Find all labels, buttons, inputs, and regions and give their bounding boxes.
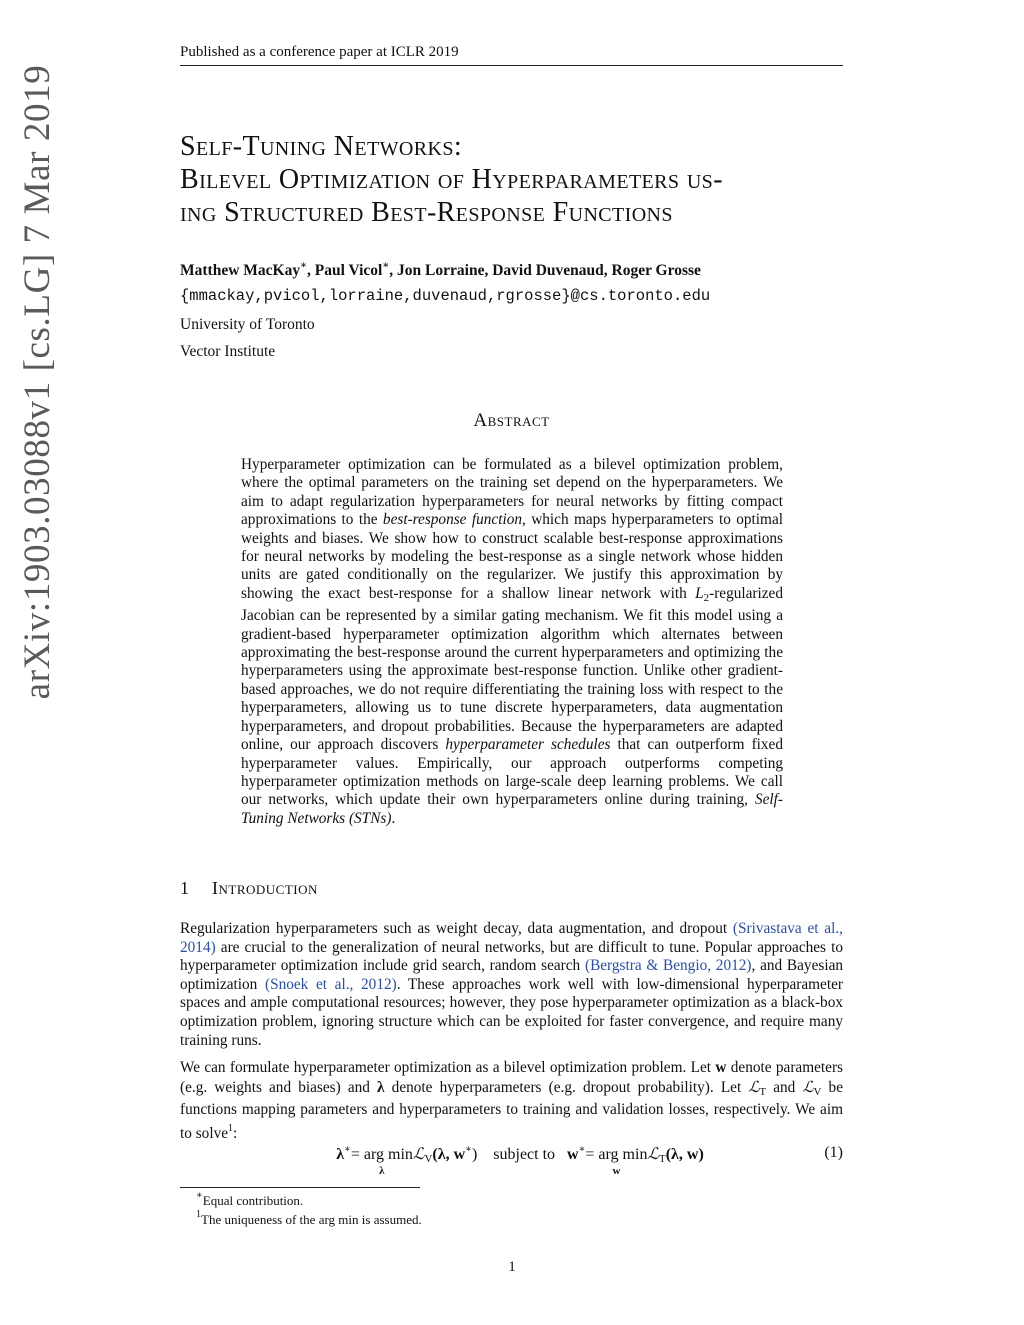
abstract-emphasis: hyperparameter schedules [445,736,611,754]
citation-link[interactable]: (Snoek et al., 2012) [264,975,397,993]
intro-paragraph-2 [180,1059,843,1143]
math-operator: = arg min [585,1146,648,1163]
body-text: , and Bayesian optimization [180,957,844,993]
math-superscript: ∗ [344,1144,351,1155]
body-text: and [766,1078,803,1096]
footnote-text: The uniqueness of the arg min is assumed. [201,1212,422,1227]
equation-text: subject to [493,1146,556,1163]
body-text: are crucial to the generalization of neural networks, but are difficult to tune. Popular approaches to hyperparameter optimization include grid search, random search [180,938,843,975]
body-text: : [233,1124,238,1142]
math-subscript: V [813,1085,822,1098]
math-symbol: ℒ [647,1144,659,1163]
equation-number: (1) [824,1144,843,1161]
citation-link[interactable]: (Bergstra & Bengio, 2012) [584,957,752,975]
body-text: be functions mapping parameters and hyperparameters to training and validation losses, respectively. We aim to solve [180,1078,843,1142]
title-line-3: ing Structured Best-Response Functions [180,197,673,228]
body-text: We can formulate hyperparameter optimization as a bilevel optimization problem. Let [180,1059,716,1076]
equal-contribution-mark: ∗ [300,260,308,271]
affiliation: Vector Institute [180,343,276,360]
math-operator: = arg min [350,1146,413,1163]
author-list: Matthew MacKay∗, Paul Vicol∗, Jon Lorraine, David Duvenaud, Roger Grosse [180,260,701,279]
body-text: . These approaches work well with low-dimensional hyperparameter spaces and ample computational resources; however, they pose hyperparameter optimization as a black-box optimization problem, ignoring structure which can be exploited for faster convergence, and require many training runs. [180,975,843,1049]
footnote [196,1190,303,1209]
math-symbol: ℒ [412,1144,425,1163]
section-title: Introduction [212,878,318,898]
author-names-rest: Jon Lorraine, David Duvenaud, Roger Grosse [397,262,701,279]
citation-link[interactable]: (Srivastava et al., 2014) [180,920,843,956]
abstract-text: -regularized Jacobian can be represented by a similar gating mechanism. We fit this model using a gradient-based hyperparameter optimization algorithm which alternates between approximating the best-response around the current hyperparameters and optimizing the hyperparameters using the approximate best-response function. Unlike other gradient-based approaches, we do not require differentiating the training loss with respect to the hyperparameters, allowing us to tune discrete hyperparameters, data augmentation hyperparameters, and dropout probabilities. Because the hyperparameters are adapted online, our approach discovers [241,584,783,754]
math-symbol: w [567,1146,579,1163]
equation-1 [180,1144,843,1180]
abstract-body [241,456,783,828]
footnote-mark: ∗ [196,1190,203,1201]
author-name: Paul Vicol [314,262,383,279]
body-text: denote hyperparameters (e.g. dropout probability). Let [384,1078,749,1096]
arxiv-side-stamp: arXiv:1903.03088v1 [cs.LG] 7 Mar 2019 [17,64,58,700]
math-superscript: ∗ [465,1144,472,1155]
math-subscript: λ [379,1165,385,1177]
math-symbol: ℒ [748,1077,760,1096]
abstract-heading: Abstract [473,410,550,431]
math-superscript: ∗ [578,1144,586,1155]
equal-contribution-mark: ∗ [382,260,390,271]
author-name: Matthew MacKay [180,262,301,279]
math-subscript: 2 [703,591,710,604]
affiliation: University of Toronto [180,316,315,333]
body-text: Regularization hyperparameters such as weight decay, data augmentation, and dropout [180,920,733,937]
math-symbol: ℒ [802,1077,814,1096]
abstract-text: that can outperform fixed hyperparameter values. Empirically, our approach outperforms competing hyperparameter optimization methods on large-scale deep learning problems. We call our networks, which update their own hyperparameters online during training, [241,736,783,809]
math-args: (λ, w [432,1146,466,1163]
math-subscript: V [424,1153,433,1165]
footnote-rule [180,1187,420,1188]
math-symbol: λ [377,1078,385,1096]
equation-body [300,1144,740,1177]
abstract-text: , which maps hyperparameters to optimal weights and biases. We show how to construct scalable best-response approximations for neural networks by modeling the best-response as a single network whose hidden units are gated conditionally on the regularizer. We justify this approximation by showing the exact best-response for a shallow linear network with [241,511,783,602]
argmin-operator [585,1146,648,1177]
argmin-operator [350,1146,413,1177]
body-text: denote parameters (e.g. weights and biases) and [180,1059,843,1096]
math-symbol: w [715,1059,727,1076]
running-header: Published as a conference paper at ICLR 2019 [180,44,843,66]
section-heading [180,878,318,899]
intro-paragraph-1 [180,920,843,1050]
math-symbol: L [695,584,704,602]
math-symbol: λ [336,1146,345,1163]
abstract-emphasis: best-response function [382,511,522,529]
abstract-emphasis: Self-Tuning Networks (STNs) [241,791,783,827]
footnote-mark: 1 [196,1209,201,1220]
math-subscript: w [612,1165,621,1177]
paper-title [180,130,850,229]
math-subscript: T [759,1085,767,1098]
title-line-1: Self-Tuning Networks: [180,131,463,162]
abstract-text: . [391,809,396,827]
footnote [196,1209,422,1228]
math-subscript: T [658,1153,666,1165]
math-args: ) [471,1146,478,1163]
abstract-text: Hyperparameter optimization can be formulated as a bilevel optimization problem, where the optimal parameters on the training set depend on the hyperparameters. We aim to adapt regularization hyperparameters for neural networks by fitting compact approximations to the [241,456,783,529]
page-number: 1 [508,1259,516,1275]
section-number: 1 [180,878,190,898]
footnote-text: Equal contribution. [202,1193,304,1208]
author-emails: {mmackay,pvicol,lorraine,duvenaud,rgrosse}@cs.toronto.edu [180,287,711,305]
math-args: (λ, w) [665,1146,704,1163]
title-line-2: Bilevel Optimization of Hyperparameters us- [180,164,723,195]
footnote-mark[interactable]: 1 [228,1122,234,1134]
